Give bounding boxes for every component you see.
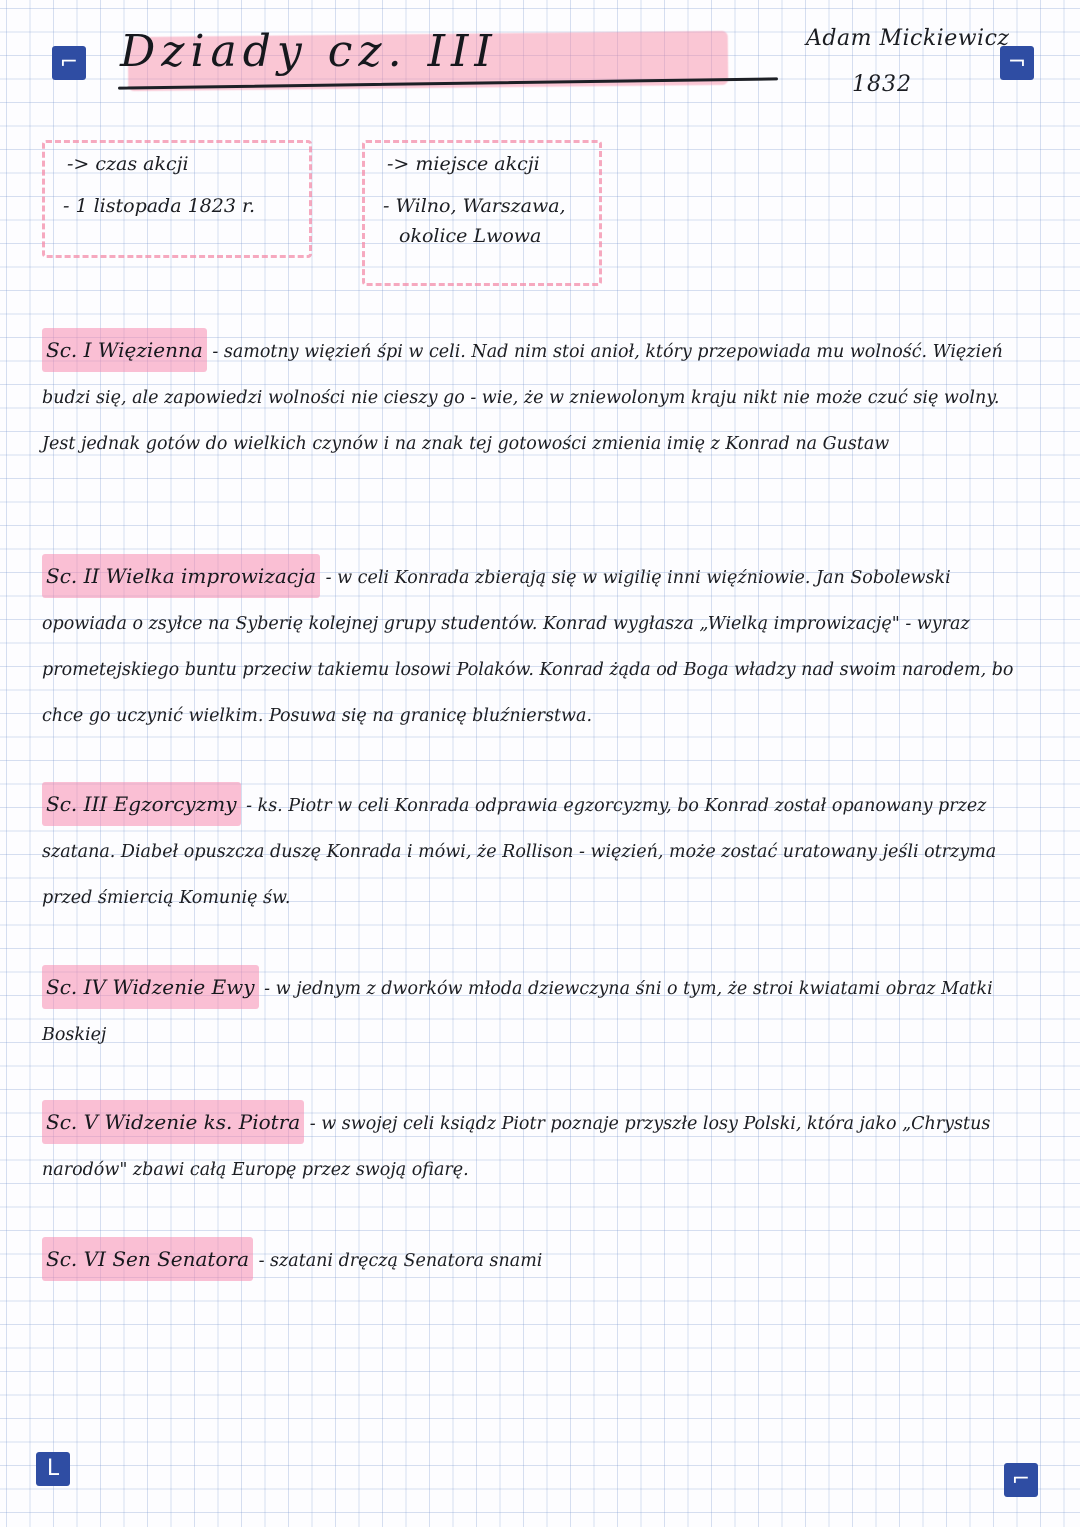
bookmark-corner-icon-top-right — [1000, 46, 1034, 80]
miejsce-akcji-heading: -> miejsce akcji — [387, 153, 540, 175]
corner-glyph: ⌐ — [59, 50, 79, 75]
scene-6-heading: Sc. VI Sen Senatora — [42, 1235, 253, 1283]
scene-2-text — [42, 552, 1032, 739]
miejsce-akcji-value-2: okolice Lwowa — [399, 225, 542, 247]
bookmark-corner-icon-bottom-left — [36, 1452, 70, 1486]
scene-4 — [42, 963, 1032, 1058]
czas-akcji-heading: -> czas akcji — [67, 153, 189, 175]
scene-5 — [42, 1098, 1032, 1193]
scene-4-heading: Sc. IV Widzenie Ewy — [42, 963, 259, 1011]
scene-1-text — [42, 326, 1032, 467]
scene-5-body: - w swojej celi ksiądz Piotr poznaje przyszłe losy Polski, która jako „Chrystus narodów" zbawi całą Europę przez swoją ofiarę. — [42, 1114, 991, 1180]
miejsce-akcji-value-1: - Wilno, Warszawa, — [383, 195, 566, 217]
scene-2 — [42, 552, 1032, 739]
author-name: Adam Mickiewicz — [806, 26, 1010, 51]
scene-2-heading: Sc. II Wielka improwizacja — [42, 552, 320, 600]
scene-1 — [42, 326, 1032, 467]
scene-6 — [42, 1235, 1032, 1284]
scene-3 — [42, 780, 1032, 921]
scene-2-body: - w celi Konrada zbierają się w wigilię inni więźniowie. Jan Sobolewski opowiada o zsyłce na Syberię kolejnej grupy studentów. Konrad wygłasza „Wielką improwizację" - wyraz prometejskiego buntu przeciw takiemu losowi Polaków. Konrad żąda od Boga władzy nad swoim narodem, bo chce go uczynić wielkim. Posuwa się na granicę bluźnierstwa. — [42, 568, 1014, 726]
title-text: Dziady cz. III — [120, 26, 498, 77]
corner-glyph: ⌐ — [1011, 1467, 1031, 1492]
page-title — [110, 20, 790, 98]
scene-3-body: - ks. Piotr w celi Konrada odprawia egzorcyzmy, bo Konrad został opanowany przez szatana. Diabeł opuszcza duszę Konrada i mówi, że Rollison - więzień, może zostać uratowany jeśli otrzyma przed śmiercią Komunię św. — [42, 796, 997, 908]
scene-4-text — [42, 963, 1032, 1058]
scene-3-text — [42, 780, 1032, 921]
scene-5-heading: Sc. V Widzenie ks. Piotra — [42, 1098, 304, 1146]
corner-glyph: ¬ — [1007, 50, 1027, 75]
miejsce-akcji-box — [362, 140, 602, 286]
publication-year: 1832 — [852, 72, 912, 97]
scene-5-text — [42, 1098, 1032, 1193]
bookmark-corner-icon-top-left — [52, 46, 86, 80]
scene-3-heading: Sc. III Egzorcyzmy — [42, 780, 241, 828]
czas-akcji-value: - 1 listopada 1823 r. — [63, 195, 256, 217]
scene-1-body: - samotny więzień śpi w celi. Nad nim stoi anioł, który przepowiada mu wolność. Więzień budzi się, ale zapowiedzi wolności nie cieszy go - wie, że w zniewolonym kraju nikt nie może czuć się wolny. Jest jednak gotów do wielkich czynów i na znak tej gotowości zmienia imię z Konrad na Gustaw — [42, 342, 1003, 454]
scene-1-heading: Sc. I Więzienna — [42, 326, 207, 374]
corner-glyph: L — [46, 1456, 60, 1481]
czas-akcji-box — [42, 140, 312, 258]
scene-6-text — [42, 1235, 1032, 1284]
scene-6-body: - szatani dręczą Senatora snami — [258, 1251, 543, 1271]
scene-4-body: - w jednym z dworków młoda dziewczyna śni o tym, że stroi kwiatami obraz Matki Boskiej — [42, 979, 993, 1045]
bookmark-corner-icon-bottom-right — [1004, 1463, 1038, 1497]
